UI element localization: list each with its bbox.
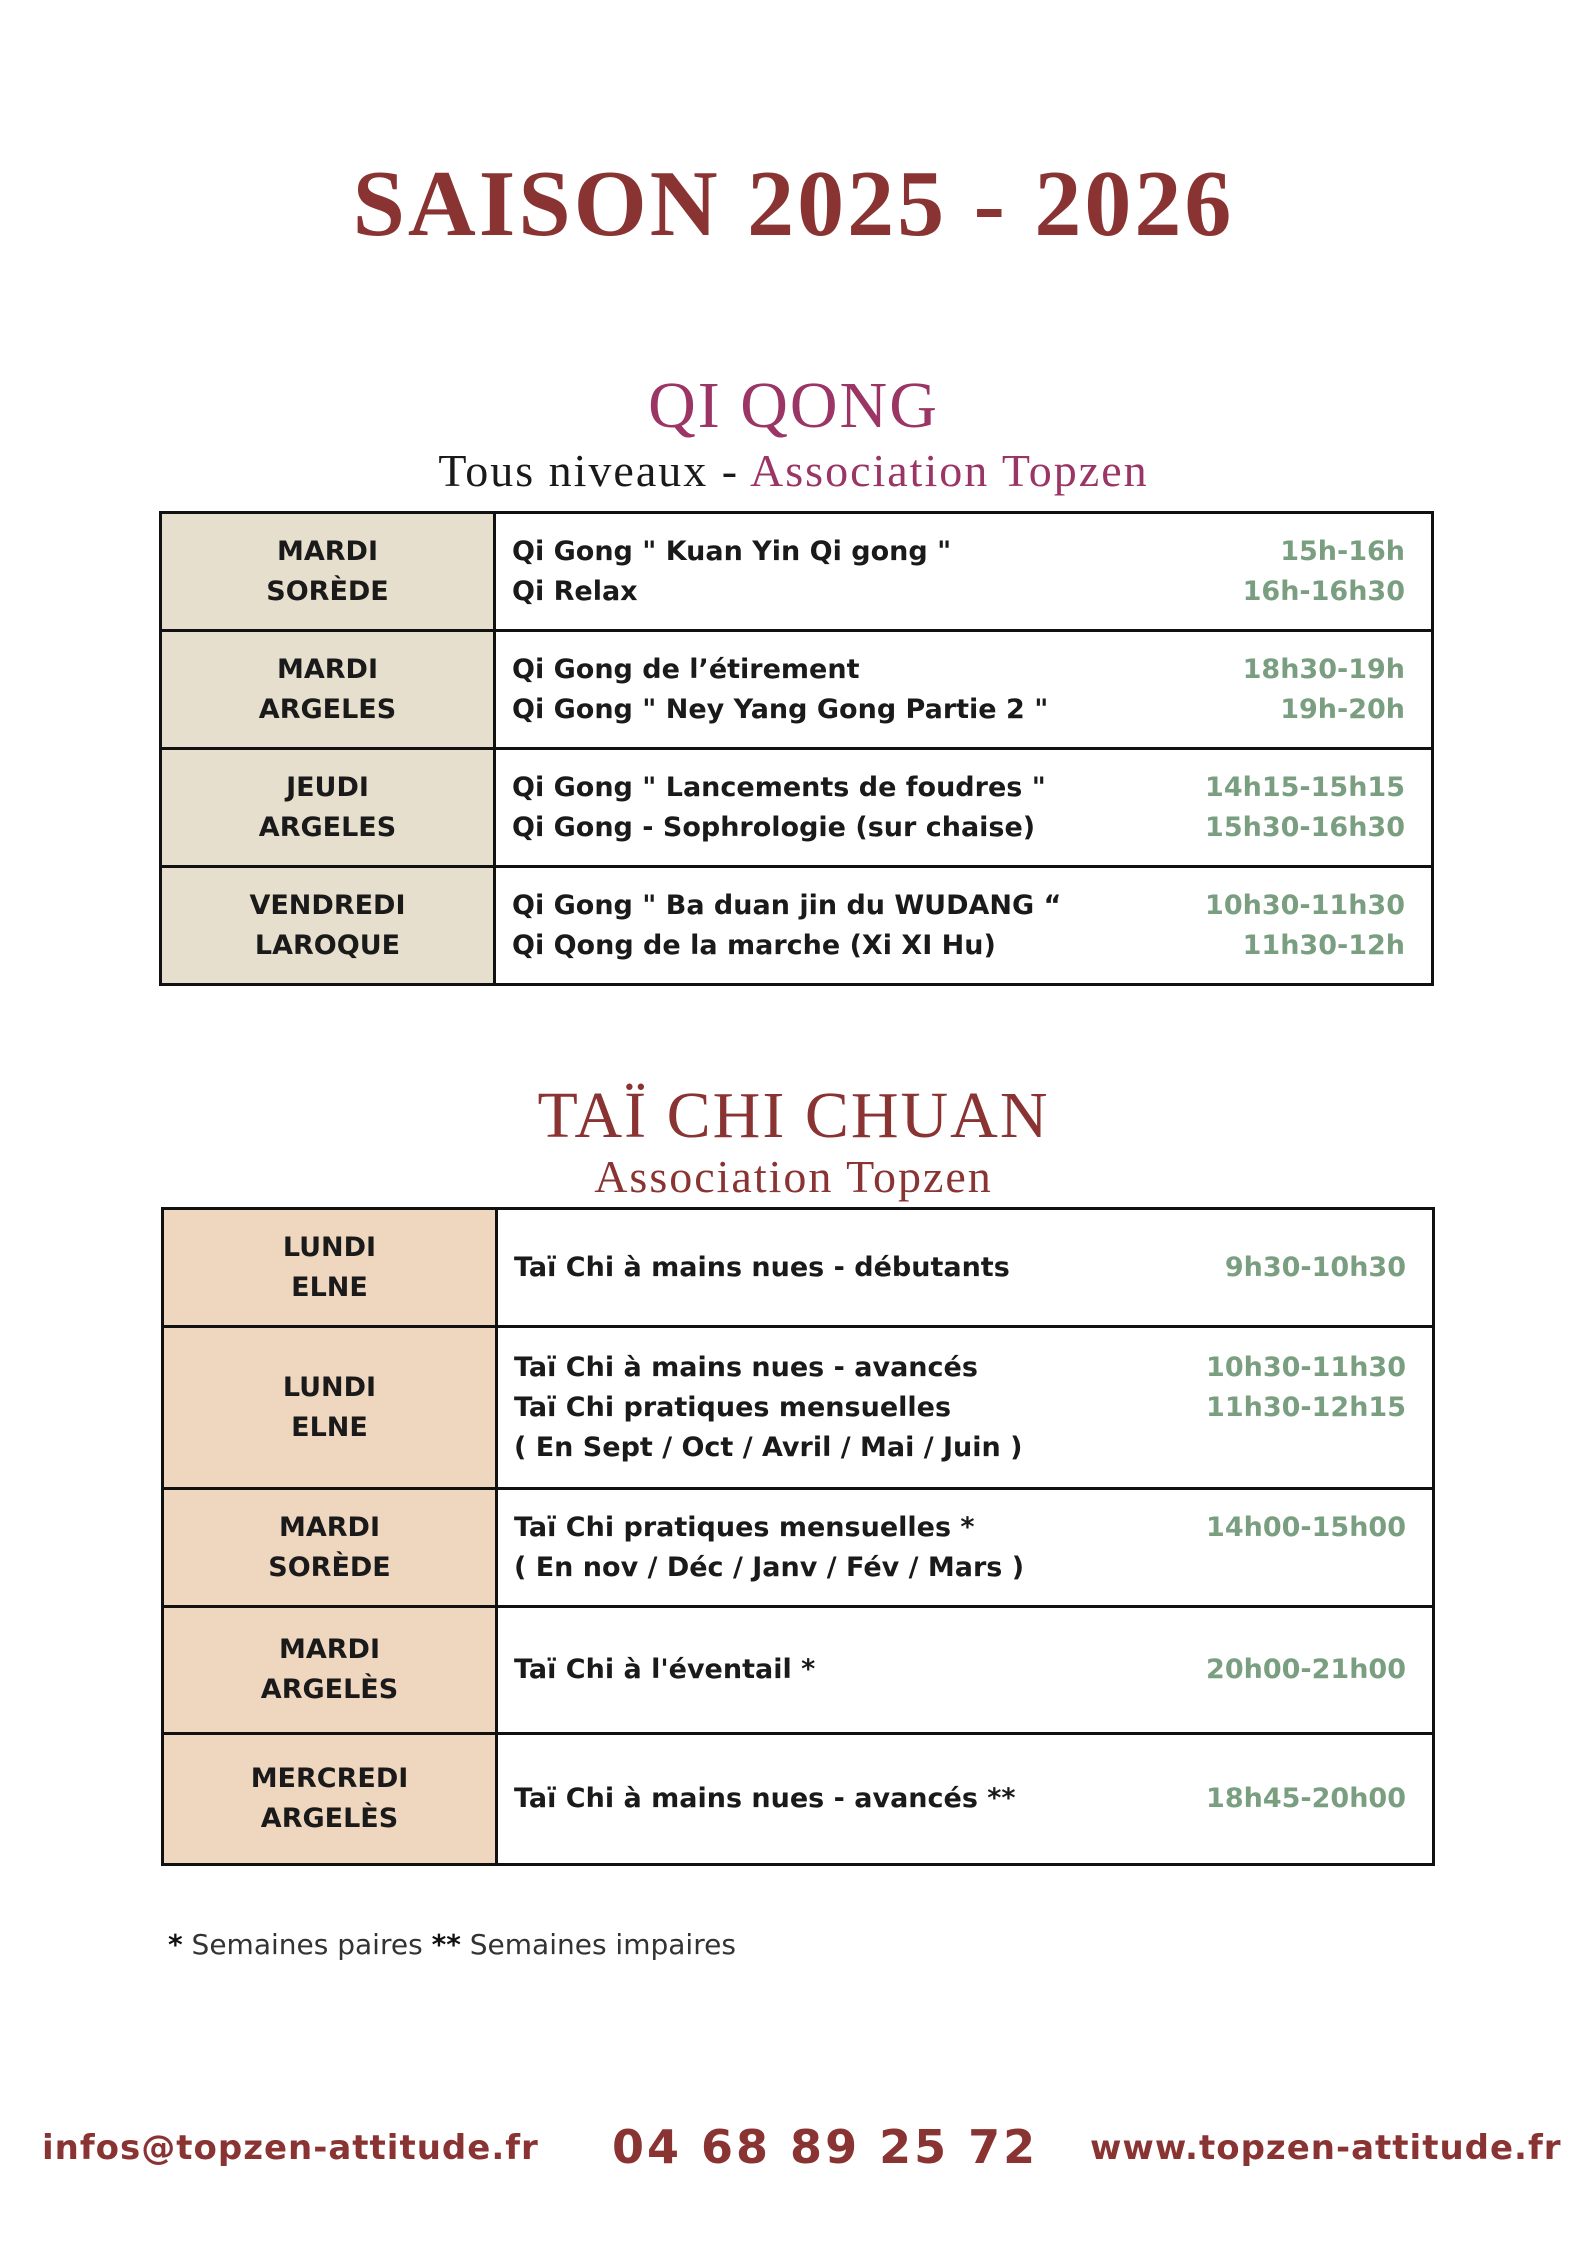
table-row [163,1489,1434,1607]
class-line [514,1548,1406,1588]
classes-cell [495,867,1433,985]
footnote [168,1928,736,1961]
class-time: 16h-16h30 [1242,575,1405,607]
day-label: LUNDI [282,1371,377,1403]
class-line [512,768,1405,808]
place-label: ARGELÈS [260,1803,399,1834]
class-line [514,1428,1406,1468]
class-name: Taï Chi à mains nues - avancés ** [514,1783,1016,1814]
qi-qong-schedule-table [159,511,1434,986]
table-row [163,1327,1434,1489]
classes-cell [495,513,1433,631]
class-time: 9h30-10h30 [1224,1251,1406,1283]
class-line [512,926,1405,966]
day-label: MARDI [276,653,378,685]
class-time: 15h30-16h30 [1205,811,1405,843]
class-time: 18h30-19h [1242,653,1405,685]
class-time: 10h30-11h30 [1205,889,1405,921]
table-row [161,513,1433,631]
place-label: ARGELÈS [260,1674,399,1705]
classes-cell [497,1327,1434,1489]
class-name: Taï Chi pratiques mensuelles [514,1391,952,1423]
class-line [514,1388,1406,1428]
class-time: 20h00-21h00 [1206,1654,1406,1685]
day-label: MARDI [278,1511,380,1543]
classes-cell [497,1209,1434,1327]
class-name: Qi Gong " Lancements de foudres " [512,771,1046,803]
class-time: 10h30-11h30 [1206,1351,1406,1383]
class-name: ( En nov / Déc / Janv / Fév / Mars ) [514,1551,1025,1583]
qi-qong-subtitle-association: Association Topzen [750,445,1149,496]
day-cell [161,631,495,749]
table-row [163,1607,1434,1734]
place-label: ELNE [291,1271,368,1303]
table-row [163,1209,1434,1327]
class-time: 11h30-12h15 [1206,1391,1406,1423]
footnote-odd-weeks: Semaines impaires [460,1928,736,1961]
qi-qong-subtitle [0,444,1587,497]
class-time: 14h00-15h00 [1206,1511,1406,1543]
place-label: SORÈDE [268,1551,391,1583]
day-label: MERCREDI [250,1763,409,1794]
class-line [514,1508,1406,1548]
day-cell [161,867,495,985]
contact-email[interactable]: infos@topzen-attitude.fr [42,2128,539,2168]
footnote-mark-odd: ** [431,1928,461,1961]
class-name: Taï Chi à l'éventail * [514,1654,816,1685]
class-line [512,808,1405,848]
classes-cell [497,1734,1434,1865]
class-time: 18h45-20h00 [1206,1783,1406,1814]
day-cell [163,1327,497,1489]
class-time: 11h30-12h [1242,929,1405,961]
table-row [161,749,1433,867]
class-name: Qi Gong de l’étirement [512,653,860,685]
class-line [514,1348,1406,1388]
class-line [512,572,1405,612]
class-line [512,886,1405,926]
class-name: Taï Chi à mains nues - avancés [514,1351,978,1383]
table-row [163,1734,1434,1865]
class-name: Qi Qong de la marche (Xi XI Hu) [512,929,996,961]
class-name: Qi Gong - Sophrologie (sur chaise) [512,811,1036,843]
qi-qong-subtitle-prefix: Tous niveaux - [438,445,751,496]
tai-chi-schedule-table [161,1207,1435,1866]
class-name: Qi Gong " Kuan Yin Qi gong " [512,535,952,567]
day-cell [163,1209,497,1327]
footnote-mark-even: * [168,1928,183,1961]
day-cell [163,1489,497,1607]
class-name: Qi Relax [512,575,638,607]
place-label: LAROQUE [254,929,401,961]
class-time: 19h-20h [1280,693,1405,725]
tai-chi-subtitle: Association Topzen [594,1151,993,1202]
class-line [514,1650,1406,1690]
table-row [161,631,1433,749]
day-label: VENDREDI [249,889,406,921]
day-label: LUNDI [282,1231,377,1263]
class-time: 15h-16h [1280,535,1405,567]
class-line [514,1248,1406,1288]
footnote-even-weeks: Semaines paires [182,1928,432,1961]
place-label: ARGELES [258,811,397,843]
table-row [161,867,1433,985]
qi-qong-title: QI QONG [648,369,939,442]
class-time: 14h15-15h15 [1205,771,1405,803]
class-name: ( En Sept / Oct / Avril / Mai / Juin ) [514,1431,1023,1463]
class-line [512,532,1405,572]
day-label: MARDI [276,535,378,567]
day-cell [161,513,495,631]
day-cell [161,749,495,867]
contact-phone[interactable]: 04 68 89 25 72 [612,2120,1039,2174]
class-line [514,1779,1406,1819]
classes-cell [495,749,1433,867]
page-title: SAISON 2025 - 2026 [352,152,1235,256]
classes-cell [495,631,1433,749]
class-name: Qi Gong " Ney Yang Gong Partie 2 " [512,693,1049,725]
day-cell [163,1734,497,1865]
place-label: ARGELES [258,693,397,725]
place-label: SORÈDE [266,575,389,607]
class-line [512,650,1405,690]
class-line [512,690,1405,730]
class-name: Taï Chi pratiques mensuelles * [514,1511,975,1543]
day-label: MARDI [278,1634,380,1665]
day-label: JEUDI [286,771,369,803]
classes-cell [497,1607,1434,1734]
place-label: ELNE [291,1411,368,1443]
contact-website[interactable]: www.topzen-attitude.fr [1090,2128,1562,2168]
tai-chi-title: TAÏ CHI CHUAN [537,1079,1050,1152]
day-cell [163,1607,497,1734]
classes-cell [497,1489,1434,1607]
class-name: Taï Chi à mains nues - débutants [514,1251,1010,1283]
class-name: Qi Gong " Ba duan jin du WUDANG “ [512,889,1062,921]
